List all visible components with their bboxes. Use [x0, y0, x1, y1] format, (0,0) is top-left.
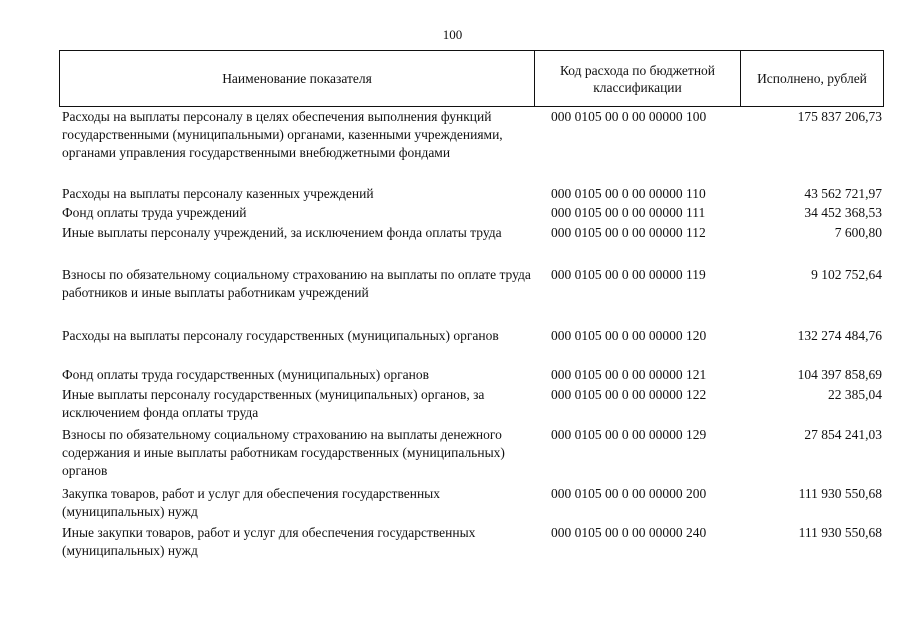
row-name: Взносы по обязательному социальному страхованию на выплаты по оплате труда работников и иные выплаты работникам учреждений — [62, 267, 531, 300]
row-code: 000 0105 00 0 00 00000 119 — [551, 267, 706, 282]
row-code: 000 0105 00 0 00 00000 200 — [551, 486, 707, 501]
row-amount: 9 102 752,64 — [811, 267, 882, 282]
row-name: Иные выплаты персоналу государственных (муниципальных) органов, за исключением фонда оплаты труда — [62, 387, 485, 420]
row-code: 000 0105 00 0 00 00000 112 — [551, 225, 706, 240]
row-amount: 27 854 241,03 — [804, 427, 882, 442]
row-name: Расходы на выплаты персоналу государственных (муниципальных) органов — [62, 328, 499, 343]
row-name: Иные закупки товаров, работ и услуг для обеспечения государственных (муниципальных) нужд — [62, 525, 476, 558]
row-amount: 111 930 550,68 — [798, 486, 882, 501]
row-code: 000 0105 00 0 00 00000 122 — [551, 387, 707, 402]
row-name: Расходы на выплаты персоналу в целях обеспечения выполнения функций государственными (муниципальными) органами, казенными учреждениями, органами управления государственными внебюджетными фондами — [62, 109, 503, 160]
page-number: 100 — [442, 27, 463, 42]
row-amount: 43 562 721,97 — [804, 186, 882, 201]
table-header — [59, 50, 884, 107]
row-code: 000 0105 00 0 00 00000 240 — [551, 525, 707, 540]
row-amount: 175 837 206,73 — [797, 109, 882, 124]
row-amount: 111 930 550,68 — [798, 525, 882, 540]
row-code: 000 0105 00 0 00 00000 110 — [551, 186, 706, 201]
row-amount: 104 397 858,69 — [797, 367, 882, 382]
row-code: 000 0105 00 0 00 00000 129 — [551, 427, 707, 442]
row-amount: 22 385,04 — [828, 387, 882, 402]
row-amount: 132 274 484,76 — [797, 328, 882, 343]
row-amount: 34 452 368,53 — [804, 205, 882, 220]
row-code: 000 0105 00 0 00 00000 120 — [551, 328, 707, 343]
header-name-column: Наименование показателя — [60, 51, 535, 106]
row-name: Взносы по обязательному социальному страхованию на выплаты денежного содержания и иные выплаты работникам государственных (муниципальных) органов — [62, 427, 505, 478]
row-name: Закупка товаров, работ и услуг для обеспечения государственных (муниципальных) нужд — [62, 486, 441, 519]
row-name: Фонд оплаты труда учреждений — [62, 205, 247, 220]
row-name: Иные выплаты персоналу учреждений, за исключением фонда оплаты труда — [62, 225, 502, 240]
header-code-column: Код расхода по бюджетной классификации — [535, 51, 741, 106]
row-name: Расходы на выплаты персоналу казенных учреждений — [62, 186, 374, 201]
row-code: 000 0105 00 0 00 00000 121 — [551, 367, 707, 382]
row-code: 000 0105 00 0 00 00000 111 — [551, 205, 706, 220]
row-name: Фонд оплаты труда государственных (муниципальных) органов — [62, 367, 429, 382]
row-code: 000 0105 00 0 00 00000 100 — [551, 109, 707, 124]
row-amount: 7 600,80 — [834, 225, 882, 240]
header-amount-column: Исполнено, рублей — [757, 71, 867, 86]
